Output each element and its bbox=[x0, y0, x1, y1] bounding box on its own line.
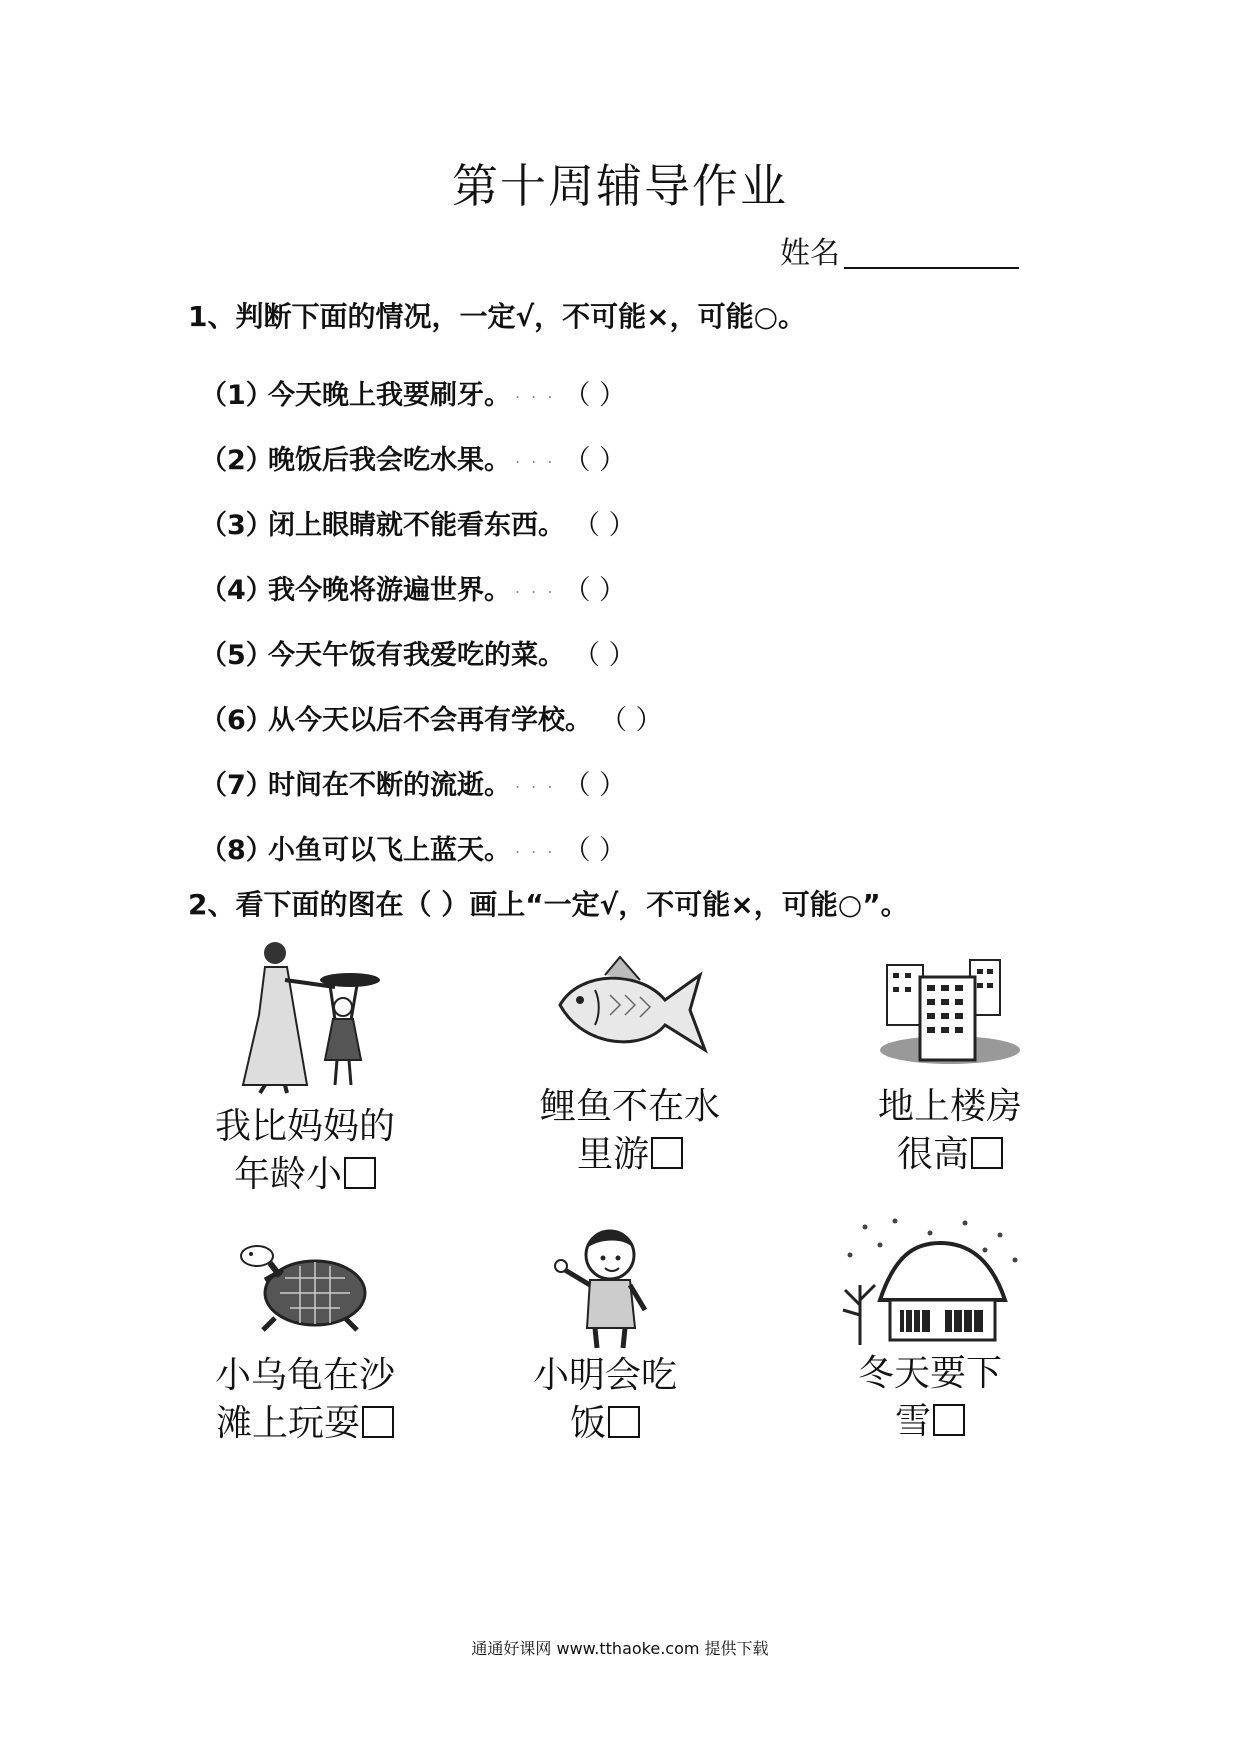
item-text: 今天晚上我要刷牙。 bbox=[268, 380, 511, 411]
picture-item bbox=[790, 955, 1110, 1179]
answer-paren[interactable]: （ ） bbox=[573, 510, 636, 541]
list-item bbox=[200, 815, 663, 880]
mother-daughter-icon bbox=[225, 935, 385, 1095]
item-text: 小鱼可以飞上蓝天。 bbox=[268, 835, 511, 866]
item-text: 时间在不断的流逝。 bbox=[268, 770, 511, 801]
item-text: 今天午饭有我爱吃的菜。 bbox=[268, 640, 565, 671]
list-item bbox=[200, 750, 663, 815]
answer-box[interactable] bbox=[362, 1406, 394, 1438]
item-text: 从今天以后不会再有学校。 bbox=[268, 705, 592, 736]
caption-line-1: 冬天要下 bbox=[857, 1353, 1002, 1394]
picture-caption bbox=[470, 1083, 790, 1179]
item-number: （4） bbox=[200, 575, 273, 606]
list-item bbox=[200, 360, 663, 425]
buildings-icon bbox=[875, 955, 1025, 1065]
item-number: （3） bbox=[200, 510, 273, 541]
name-blank-line[interactable] bbox=[844, 267, 1019, 269]
picture-item bbox=[145, 1238, 465, 1448]
item-number: （7） bbox=[200, 770, 273, 801]
item-text: 晚饭后我会吃水果。 bbox=[268, 445, 511, 476]
dot-leader: . . . bbox=[515, 383, 556, 402]
dot-leader: . . . bbox=[515, 838, 556, 857]
fish-icon bbox=[550, 955, 710, 1065]
picture-item bbox=[770, 1215, 1090, 1446]
list-item bbox=[200, 555, 663, 620]
boy-icon bbox=[545, 1220, 665, 1350]
picture-item bbox=[470, 955, 790, 1179]
answer-box[interactable] bbox=[933, 1404, 965, 1436]
item-text: 闭上眼睛就不能看东西。 bbox=[268, 510, 565, 541]
answer-paren[interactable]: （ ） bbox=[563, 575, 627, 606]
question-1-heading: 1、判断下面的情况，一定√，不可能×，可能○。 bbox=[188, 300, 807, 333]
answer-paren[interactable]: （ ） bbox=[563, 380, 627, 411]
page-title: 第十周辅导作业 bbox=[452, 159, 788, 213]
answer-box[interactable] bbox=[608, 1406, 640, 1438]
footer-credit: 通通好课网 www.tthaoke.com 提供下载 bbox=[471, 1639, 769, 1658]
list-item bbox=[200, 685, 663, 750]
name-label: 姓名 bbox=[780, 236, 840, 271]
answer-paren[interactable]: （ ） bbox=[563, 835, 627, 866]
answer-box[interactable] bbox=[971, 1137, 1003, 1169]
caption-line-2: 饭 bbox=[569, 1403, 606, 1444]
picture-item bbox=[145, 935, 465, 1199]
caption-line-2: 雪 bbox=[894, 1401, 931, 1442]
caption-line-1: 鲤鱼不在水 bbox=[539, 1086, 720, 1127]
list-item bbox=[200, 490, 663, 555]
answer-paren[interactable]: （ ） bbox=[573, 640, 636, 671]
list-item bbox=[200, 425, 663, 490]
answer-paren[interactable]: （ ） bbox=[563, 770, 627, 801]
caption-line-2: 年龄小 bbox=[233, 1154, 342, 1195]
caption-line-1: 地上楼房 bbox=[877, 1086, 1022, 1127]
picture-caption bbox=[770, 1350, 1090, 1446]
picture-caption bbox=[790, 1083, 1110, 1179]
snow-house-icon bbox=[835, 1215, 1025, 1350]
item-number: （5） bbox=[200, 640, 273, 671]
caption-line-1: 小乌龟在沙 bbox=[214, 1355, 395, 1396]
item-number: （8） bbox=[200, 835, 273, 866]
caption-line-1: 我比妈妈的 bbox=[214, 1106, 395, 1147]
picture-caption bbox=[145, 1103, 465, 1199]
item-text: 我今晚将游遍世界。 bbox=[268, 575, 511, 606]
name-field bbox=[780, 228, 1019, 272]
answer-paren[interactable]: （ ） bbox=[600, 705, 663, 736]
list-item bbox=[200, 620, 663, 685]
answer-paren[interactable]: （ ） bbox=[563, 445, 627, 476]
question-1-items bbox=[200, 360, 663, 880]
answer-box[interactable] bbox=[344, 1157, 376, 1189]
dot-leader: . . . bbox=[515, 448, 556, 467]
turtle-icon bbox=[235, 1238, 375, 1338]
picture-caption bbox=[145, 1352, 465, 1448]
caption-line-2: 滩上玩耍 bbox=[215, 1403, 360, 1444]
question-2-heading: 2、看下面的图在（ ）画上“一定√，不可能×，可能○”。 bbox=[188, 888, 909, 921]
picture-caption bbox=[445, 1352, 765, 1448]
picture-item bbox=[445, 1220, 765, 1448]
caption-line-2: 里游 bbox=[576, 1134, 649, 1175]
answer-box[interactable] bbox=[651, 1137, 683, 1169]
item-number: （6） bbox=[200, 705, 273, 736]
dot-leader: . . . bbox=[515, 578, 556, 597]
item-number: （1） bbox=[200, 380, 273, 411]
item-number: （2） bbox=[200, 445, 273, 476]
caption-line-2: 很高 bbox=[896, 1134, 969, 1175]
dot-leader: . . . bbox=[515, 773, 556, 792]
caption-line-1: 小明会吃 bbox=[532, 1355, 677, 1396]
